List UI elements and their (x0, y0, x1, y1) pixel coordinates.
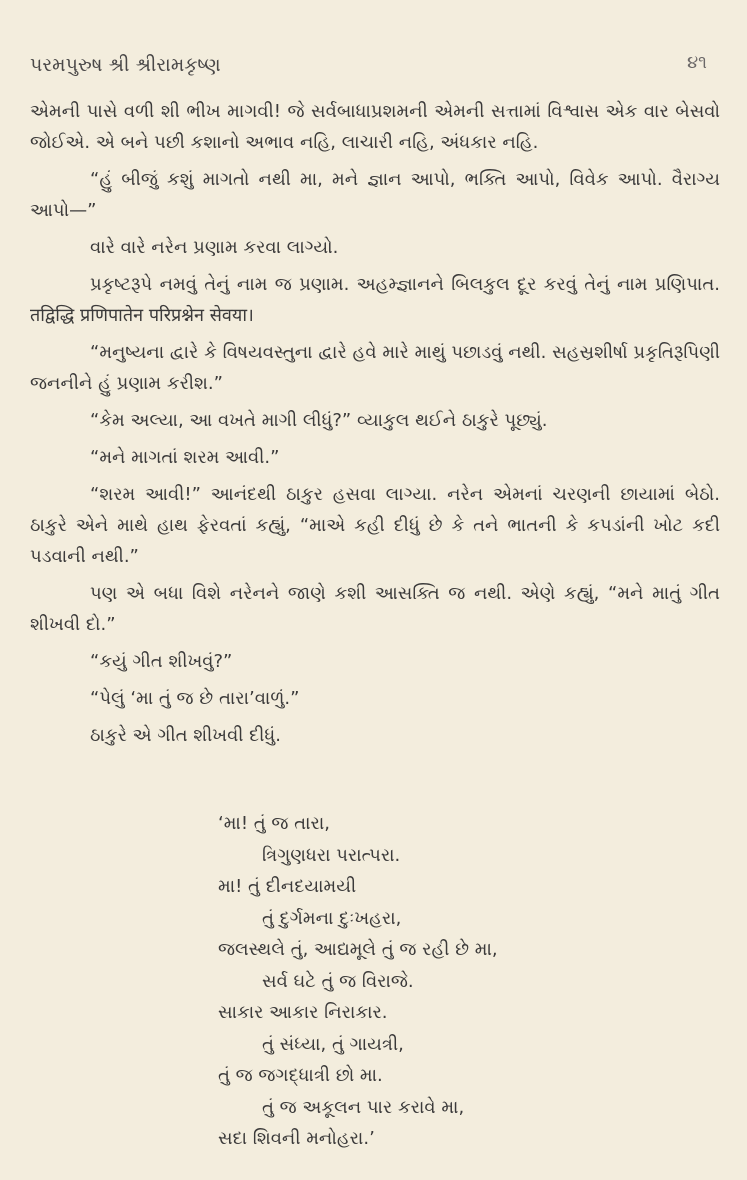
paragraph: વારે વારે નરેન પ્રણામ કરવા લાગ્યો. (90, 237, 339, 258)
body-text (30, 96, 720, 757)
paragraph: “મને માગતાં શરમ આવી.” (90, 447, 280, 468)
verse-line: સર્વ ઘટે તું જ વિરાજે. (262, 970, 414, 992)
paragraph: “શરમ આવી!” આનંદથી ઠાકુર હસવા લાગ્યા. નરેન એમનાં ચરણની છાયામાં બેઠો. ઠાકુરે એને માથે હાથ ફેરવતાં કહ્યું, “માએ કહી દીધું છે કે તને ભાતની કે કપડાંની ખોટ કદી પડવાની નથી.” (30, 484, 720, 567)
paragraph: “પેલું ‘મા તું જ છે તારા’વાળું.” (90, 688, 300, 709)
verse-line: તું જ જગદ્ધાત્રી છો મા. (218, 1065, 383, 1086)
verse-line: ત્રિગુણધરા પરાત્પરા. (262, 844, 401, 866)
verse-line: સદા શિવની મનોહરા.’ (218, 1128, 375, 1149)
verse-line: તું સંધ્યા, તું ગાયત્રી, (262, 1033, 404, 1055)
paragraph: એમની પાસે વળી શી ભીખ માગવી! જે સર્વબાધાપ્રશમની એમની સત્તામાં વિશ્વાસ એક વાર બેસવો જોઈએ. એ બને પછી કશાનો અભાવ નહિ, લાચારી નહિ, અંધકાર નહિ. (30, 101, 720, 153)
running-header-title: પરમપુરુષ શ્રી શ્રીરામકૃષ્ણ (30, 54, 221, 76)
paragraph: “કયું ગીત શીખવું?” (90, 651, 233, 672)
verse-line: સાકાર આકાર નિરાકાર. (218, 1002, 388, 1023)
paragraph: “હું બીજું કશું માગતો નથી મા, મને જ્ઞાન આપો, ભક્તિ આપો, વિવેક આપો. વૈરાગ્ય આપો—” (30, 169, 720, 221)
paragraph: પ્રકૃષ્ટરૂપે નમવું તેનું નામ જ પ્રણામ. અહમ્જ્ઞાનને બિલકુલ દૂર કરવું તેનું નામ પ્રણિપાત. तद्विद्धि प्रणिपातेन परिप्रश्नेन सेवया। (30, 274, 720, 326)
verse-line: ‘મા! તું જ તારા, (218, 813, 330, 834)
verse-line: જલસ્થલે તું, આદ્યમૂલે તું જ રહી છે મા, (218, 939, 498, 960)
verse-line: તું જ અકૂલન પાર કરાવે મા, (262, 1096, 465, 1118)
paragraph: પણ એ બધા વિશે નરેનને જાણે કશી આસક્તિ જ નથી. એણે કહ્યું, “મને માતું ગીત શીખવી દો.” (30, 583, 720, 635)
verse-line: તું દુર્ગમના દુઃખહરા, (262, 907, 402, 929)
verse-line: મા! તું દીનદયામયી (218, 876, 357, 897)
paragraph: ઠાકુરે એ ગીત શીખવી દીધું. (90, 725, 281, 746)
paragraph: “મનુષ્યના દ્વારે કે વિષયવસ્તુના દ્વારે હવે મારે માથું પછાડવું નથી. સહસ્રશીર્ષા પ્રકૃતિરૂપિણી જનનીને હું પ્રણામ કરીશ.” (30, 342, 720, 394)
song-verse (218, 808, 718, 1155)
page-number: ૪૧ (687, 52, 707, 73)
paragraph: “કેમ અલ્યા, આ વખતે માગી લીધું?” વ્યાકુલ થઈને ઠાકુરે પૂછ્યું. (90, 410, 548, 431)
